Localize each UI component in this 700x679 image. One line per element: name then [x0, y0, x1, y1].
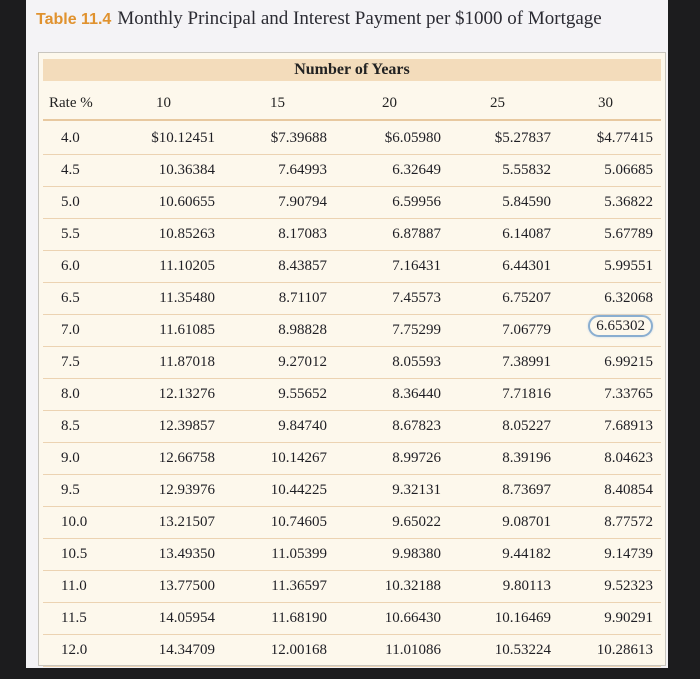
years-header-30: 30: [598, 95, 613, 111]
table-row: [43, 635, 661, 667]
rate-cell: 9.0: [61, 450, 80, 466]
rate-cell: 7.5: [61, 354, 80, 370]
payment-10yr-cell: 11.35480: [159, 290, 215, 306]
payment-10yr-cell: $10.12451: [151, 130, 215, 146]
payment-10yr-cell: 12.93976: [158, 482, 215, 498]
payment-25yr-cell: 7.38991: [502, 354, 551, 370]
payment-25yr-cell: 9.44182: [502, 546, 551, 562]
payment-25yr-cell: 8.05227: [502, 418, 551, 434]
payment-20yr-cell: 6.87887: [392, 226, 441, 242]
payment-30yr-cell: 9.90291: [604, 610, 653, 626]
payment-15yr-cell: 11.36597: [271, 578, 327, 594]
payment-10yr-cell: 12.66758: [158, 450, 215, 466]
payment-10yr-cell: 12.13276: [158, 386, 215, 402]
payment-30yr-cell: 7.33765: [604, 386, 653, 402]
payment-15yr-cell: $7.39688: [270, 130, 327, 146]
years-header-25: 25: [490, 95, 505, 111]
payment-10yr-cell: 10.60655: [158, 194, 215, 210]
rate-cell: 11.5: [61, 610, 87, 626]
payment-20yr-cell: 6.32649: [392, 162, 441, 178]
payment-10yr-cell: 13.21507: [158, 514, 215, 530]
rate-cell: 6.0: [61, 258, 80, 274]
payment-15yr-cell: 11.05399: [271, 546, 327, 562]
payment-15yr-cell: 10.74605: [270, 514, 327, 530]
payment-20yr-cell: 10.66430: [384, 610, 441, 626]
payment-10yr-cell: 11.61085: [159, 322, 215, 338]
table-row: [43, 507, 661, 539]
payment-10yr-cell: 11.10205: [159, 258, 215, 274]
payment-25yr-cell: 5.55832: [502, 162, 551, 178]
payment-25yr-cell: $5.27837: [494, 130, 551, 146]
payment-10yr-cell: 12.39857: [158, 418, 215, 434]
payment-25yr-cell: 8.73697: [502, 482, 551, 498]
mortgage-table: [38, 52, 666, 666]
table-row: [43, 411, 661, 443]
rate-cell: 11.0: [61, 578, 87, 594]
payment-30yr-cell: $4.77415: [596, 130, 653, 146]
rate-cell: 5.0: [61, 194, 80, 210]
payment-15yr-cell: 9.84740: [278, 418, 327, 434]
table-title: Monthly Principal and Interest Payment per $1000 of Mortgage: [117, 8, 602, 29]
table-row: [43, 283, 661, 315]
payment-15yr-cell: 8.43857: [278, 258, 327, 274]
payment-15yr-cell: 10.44225: [270, 482, 327, 498]
payment-20yr-cell: $6.05980: [384, 130, 441, 146]
table-row: [43, 315, 661, 347]
payment-15yr-cell: 8.71107: [278, 290, 327, 306]
payment-30yr-cell: 8.40854: [604, 482, 653, 498]
payment-20yr-cell: 8.36440: [392, 386, 441, 402]
textbook-page: [26, 0, 668, 668]
payment-20yr-cell: 7.75299: [392, 322, 441, 338]
payment-25yr-cell: 7.71816: [502, 386, 551, 402]
rate-cell: 5.5: [61, 226, 80, 242]
payment-10yr-cell: 10.85263: [158, 226, 215, 242]
payment-20yr-cell: 8.99726: [392, 450, 441, 466]
rate-header: Rate %: [49, 95, 93, 111]
payment-30yr-cell: 5.99551: [604, 258, 653, 274]
payment-20yr-cell: 8.67823: [392, 418, 441, 434]
payment-25yr-cell: 6.75207: [502, 290, 551, 306]
table-row: [43, 155, 661, 187]
table-row: [43, 379, 661, 411]
payment-25yr-cell: 6.44301: [502, 258, 551, 274]
rate-cell: 10.0: [61, 514, 88, 530]
payment-25yr-cell: 10.16469: [494, 610, 551, 626]
table-label: Table 11.4: [36, 11, 112, 28]
payment-25yr-cell: 6.14087: [502, 226, 551, 242]
years-group-header: Number of Years: [43, 59, 661, 81]
header-divider: [43, 119, 661, 121]
rate-cell: 4.0: [61, 130, 80, 146]
rate-cell: 10.5: [61, 546, 88, 562]
payment-30yr-cell: 8.77572: [604, 514, 653, 530]
payment-25yr-cell: 10.53224: [494, 642, 551, 658]
table-row: [43, 443, 661, 475]
payment-30yr-cell: 6.99215: [604, 354, 653, 370]
circled-value: 6.65302: [588, 315, 653, 337]
payment-30yr-cell: 8.04623: [604, 450, 653, 466]
table-row: [43, 219, 661, 251]
rate-cell: 9.5: [61, 482, 80, 498]
rate-cell: 4.5: [61, 162, 80, 178]
rate-cell: 7.0: [61, 322, 80, 338]
table-row: [43, 251, 661, 283]
table-caption: [36, 8, 602, 34]
years-header-15: 15: [270, 95, 285, 111]
payment-30yr-cell: 5.36822: [604, 194, 653, 210]
payment-20yr-cell: 8.05593: [392, 354, 441, 370]
rate-cell: 6.5: [61, 290, 80, 306]
payment-20yr-cell: 9.32131: [392, 482, 441, 498]
payment-15yr-cell: 9.27012: [278, 354, 327, 370]
rate-cell: 12.0: [61, 642, 88, 658]
payment-10yr-cell: 11.87018: [159, 354, 215, 370]
rate-cell: 8.0: [61, 386, 80, 402]
rate-cell: 8.5: [61, 418, 80, 434]
payment-20yr-cell: 7.45573: [392, 290, 441, 306]
payment-30yr-cell: [557, 318, 653, 335]
years-header-20: 20: [382, 95, 397, 111]
payment-30yr-cell: 6.32068: [604, 290, 653, 306]
payment-15yr-cell: 12.00168: [270, 642, 327, 658]
table-row: [43, 571, 661, 603]
payment-30yr-cell: 5.06685: [604, 162, 653, 178]
payment-15yr-cell: 8.17083: [278, 226, 327, 242]
payment-20yr-cell: 6.59956: [392, 194, 441, 210]
table-row: [43, 539, 661, 571]
table-row: [43, 603, 661, 635]
column-headers: [43, 87, 661, 117]
payment-20yr-cell: 9.98380: [392, 546, 441, 562]
payment-15yr-cell: 7.90794: [278, 194, 327, 210]
payment-15yr-cell: 10.14267: [270, 450, 327, 466]
payment-25yr-cell: 9.08701: [502, 514, 551, 530]
payment-20yr-cell: 9.65022: [392, 514, 441, 530]
payment-15yr-cell: 7.64993: [278, 162, 327, 178]
payment-15yr-cell: 11.68190: [271, 610, 327, 626]
payment-30yr-cell: 7.68913: [604, 418, 653, 434]
payment-30yr-cell: 9.52323: [604, 578, 653, 594]
payment-30yr-cell: 5.67789: [604, 226, 653, 242]
payment-25yr-cell: 5.84590: [502, 194, 551, 210]
table-row: [43, 123, 661, 155]
years-header-10: 10: [156, 95, 171, 111]
payment-15yr-cell: 8.98828: [278, 322, 327, 338]
table-row: [43, 347, 661, 379]
payment-30yr-cell: 10.28613: [596, 642, 653, 658]
payment-10yr-cell: 13.49350: [158, 546, 215, 562]
payment-10yr-cell: 14.34709: [158, 642, 215, 658]
payment-20yr-cell: 10.32188: [384, 578, 441, 594]
payment-25yr-cell: 7.06779: [502, 322, 551, 338]
payment-30yr-cell: 9.14739: [604, 546, 653, 562]
table-body: [43, 123, 661, 667]
payment-20yr-cell: 11.01086: [385, 642, 441, 658]
payment-25yr-cell: 8.39196: [502, 450, 551, 466]
payment-10yr-cell: 13.77500: [158, 578, 215, 594]
payment-15yr-cell: 9.55652: [278, 386, 327, 402]
table-row: [43, 187, 661, 219]
payment-10yr-cell: 10.36384: [158, 162, 215, 178]
table-row: [43, 475, 661, 507]
payment-20yr-cell: 7.16431: [392, 258, 441, 274]
payment-25yr-cell: 9.80113: [502, 578, 551, 594]
payment-10yr-cell: 14.05954: [158, 610, 215, 626]
